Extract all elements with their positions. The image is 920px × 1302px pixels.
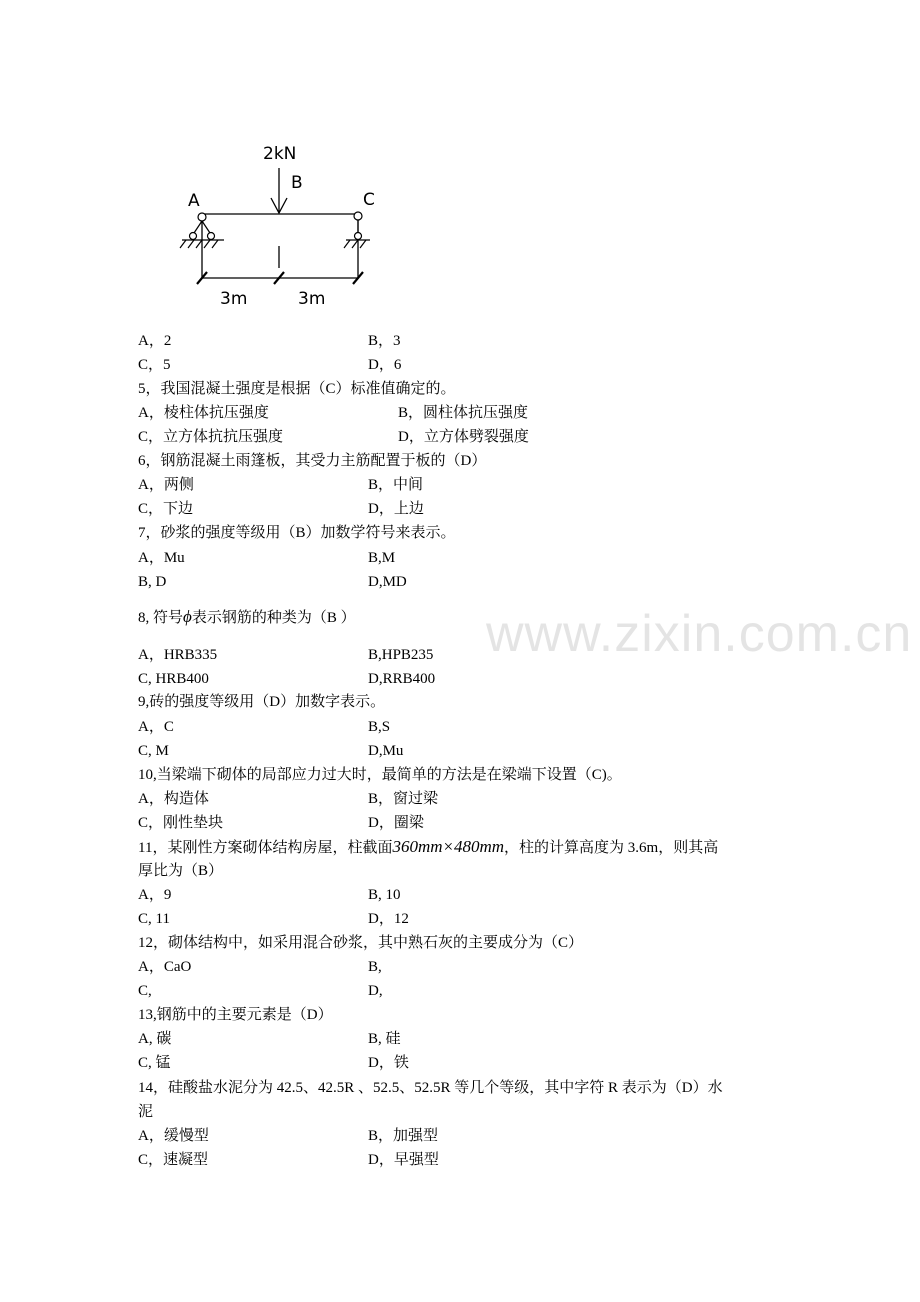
load-label: 2kN — [263, 144, 297, 164]
question-text-part: 表示钢筋的种类为（B ） — [191, 610, 356, 626]
question-text: 14，硅酸盐水泥分为 42.5、42.5R 、52.5、52.5R 等几个等级，其中字符 R 表示为（D）水 — [138, 1080, 723, 1096]
option-text: A，CaO — [138, 959, 192, 975]
option-text: B，窗过梁 — [368, 791, 439, 807]
point-c-label: C — [363, 190, 375, 210]
option-text: D，早强型 — [368, 1152, 439, 1168]
option-text: C，速凝型 — [138, 1152, 209, 1168]
option-text: A，构造体 — [138, 791, 209, 807]
option-text: B, — [368, 959, 382, 975]
question-text: 5，我国混凝土强度是根据（C）标准值确定的。 — [138, 381, 456, 397]
point-b-label: B — [291, 173, 303, 193]
beam-line — [202, 214, 358, 278]
question-text: 泥 — [138, 1104, 154, 1120]
option-text: A，2 — [138, 333, 172, 349]
question-text-part: 8, 符号 — [138, 610, 184, 626]
option-text: A，C — [138, 719, 174, 735]
watermark: www.zixin.com.cn — [486, 605, 913, 663]
option-text: D,MD — [368, 574, 407, 590]
option-text: D, — [368, 983, 383, 999]
beam-diagram — [170, 138, 390, 318]
option-text: A，两侧 — [138, 477, 194, 493]
option-text: B, D — [138, 574, 167, 590]
option-text: D，上边 — [368, 501, 424, 517]
option-text: C，立方体抗抗压强度 — [138, 429, 284, 445]
option-text: C, M — [138, 743, 169, 759]
option-text: D，铁 — [368, 1055, 409, 1071]
option-text: A，Mu — [138, 550, 185, 566]
roller-support-c-icon — [344, 212, 370, 248]
question-text: 7，砂浆的强度等级用（B）加数学符号来表示。 — [138, 525, 456, 541]
question-text-part: ，柱的计算高度为 3.6m，则其高 — [504, 840, 719, 856]
option-text: B, 10 — [368, 887, 401, 903]
option-text: D，6 — [368, 357, 402, 373]
option-text: C，5 — [138, 357, 171, 373]
phi-symbol: ϕ — [183, 607, 192, 626]
option-text: C, HRB400 — [138, 671, 209, 687]
option-text: D,Mu — [368, 743, 404, 759]
option-text: D，圈梁 — [368, 815, 424, 831]
option-text: A, 碳 — [138, 1031, 172, 1047]
question-text — [138, 837, 718, 858]
option-text: A，棱柱体抗压强度 — [138, 405, 269, 421]
option-text: B,M — [368, 550, 396, 566]
question-text: 12，砌体结构中，如采用混合砂浆，其中熟石灰的主要成分为（C） — [138, 935, 584, 951]
option-text: B，加强型 — [368, 1128, 439, 1144]
option-text: C, 11 — [138, 911, 170, 927]
option-text: B, 硅 — [368, 1031, 401, 1047]
option-text: B,S — [368, 719, 391, 735]
question-text: 厚比为（B） — [138, 863, 224, 879]
question-text-part: 11，某刚性方案砌体结构房屋，柱截面 — [138, 840, 393, 856]
span-1-label: 3m — [220, 289, 248, 309]
question-text: 13,钢筋中的主要元素是（D） — [138, 1007, 333, 1023]
option-text: D，12 — [368, 911, 409, 927]
question-text: 10,当梁端下砌体的局部应力过大时，最简单的方法是在梁端下设置（C)。 — [138, 767, 622, 783]
math-expression: 360mm×480mm — [392, 837, 505, 856]
question-text: 6，钢筋混凝土雨篷板，其受力主筋配置于板的（D） — [138, 453, 487, 469]
option-text: C，下边 — [138, 501, 194, 517]
option-text: A，HRB335 — [138, 647, 218, 663]
load-arrow-icon — [271, 168, 287, 213]
question-text — [138, 607, 356, 628]
option-text: B,HPB235 — [368, 647, 434, 663]
span-2-label: 3m — [298, 289, 326, 309]
option-text: D,RRB400 — [368, 671, 436, 687]
option-text: C，刚性垫块 — [138, 815, 224, 831]
option-text: A，9 — [138, 887, 172, 903]
question-text: 9,砖的强度等级用（D）加数字表示。 — [138, 694, 386, 710]
option-text: D，立方体劈裂强度 — [398, 429, 529, 445]
option-text: B，3 — [368, 333, 401, 349]
option-text: A，缓慢型 — [138, 1128, 209, 1144]
option-text: C, 锰 — [138, 1055, 171, 1071]
point-a-label: A — [188, 191, 200, 211]
option-text: C, — [138, 983, 152, 999]
option-text: B，中间 — [368, 477, 424, 493]
option-text: B，圆柱体抗压强度 — [398, 405, 529, 421]
